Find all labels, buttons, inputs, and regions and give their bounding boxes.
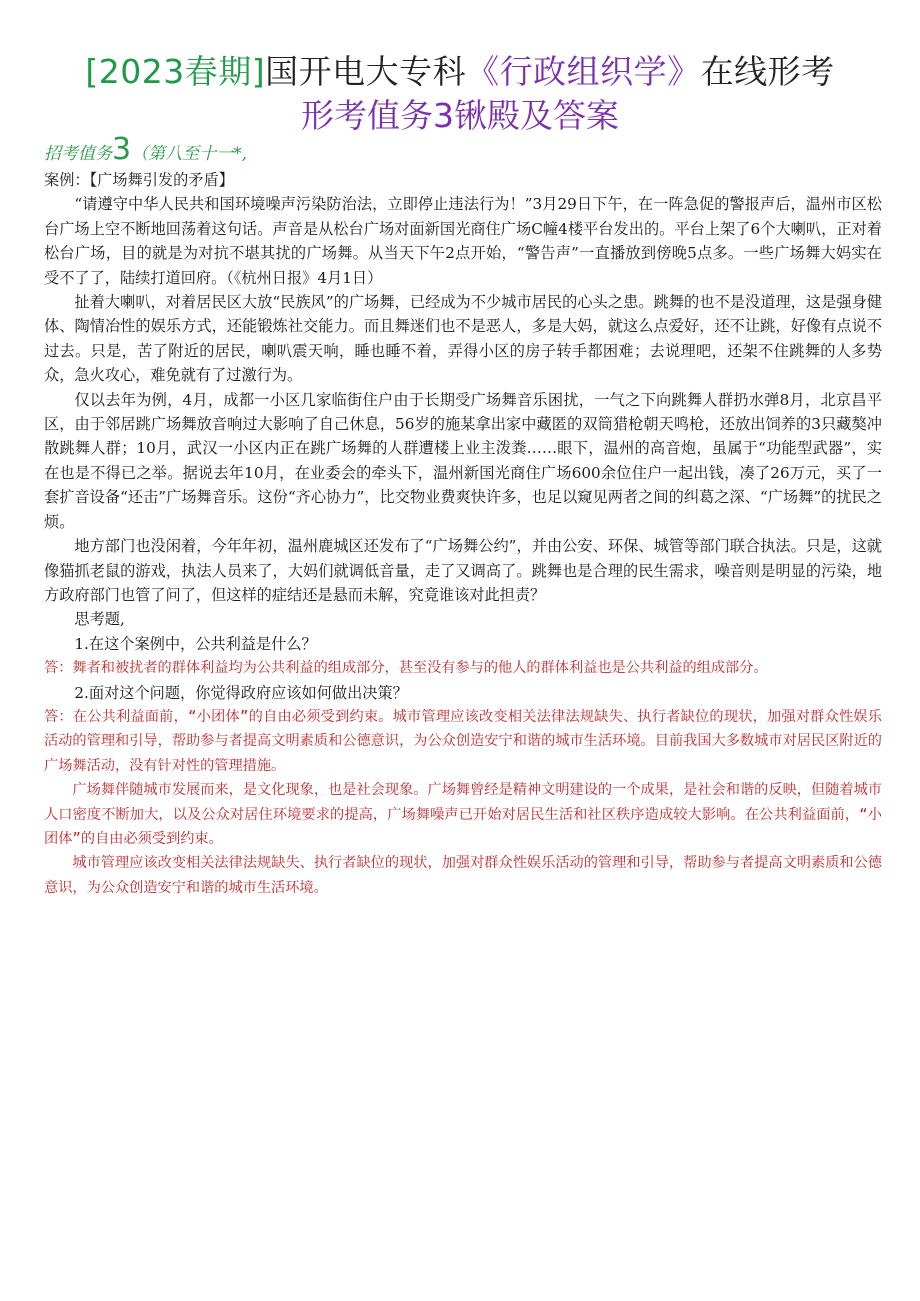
case-paragraph-3: 仅以去年为例，4月，成都一小区几家临街住户由于长期受广场舞音乐困扰，一气之下向跳舞人群扔水弹8月，北京昌平区，由于邻居跳广场舞放音响过大影响了自己休息，56岁的施某拿出家中藏匿的双筒猎枪朝天鸣枪，还放出饲养的3只藏獒冲散跳舞人群；10月，武汉一小区内正在跳广场舞的人群遭楼上业主泼粪……眼下，温州的高音炮，虽属于“功能型武器”，实在也是不得已之举。据说去年10月，在业委会的牵头下，温州新国光商住广场600余位住户一起出钱，凑了26万元，买了一套扩音设备“还击”广场舞音乐。这份“齐心协力”，比交物业费爽快许多，也足以窥见两者之间的纠葛之深、“广场舞”的扰民之烦。 xyxy=(44,390,882,531)
task-heading-prefix: 招考值务 xyxy=(44,144,112,164)
task-heading-suffix: （第八至十一*, xyxy=(131,144,247,164)
answer-2-paragraph-3: 城市管理应该改变相关法律法规缺失、执行者缺位的现状，加强对群众性娱乐活动的管理和引导，帮助参与者提高文明素质和公德意识，为公众创造安宁和谐的城市生活环境。 xyxy=(44,855,882,896)
document-title xyxy=(0,46,920,93)
answer-2-paragraph-2: 广场舞伴随城市发展而来，是文化现象，也是社会现象。广场舞曾经是精神文明建设的一个成果，是社会和谐的反映，但随着城市人口密度不断加大，以及公众对居住环境要求的提高，广场舞噪声已开始对居民生活和社区秩序造成较大影响。在公共利益面前，“小团体”的自由必须受到约束。 xyxy=(44,782,882,847)
case-paragraph-2: 扯着大喇叭，对着居民区大放“民族风”的广场舞，已经成为不少城市居民的心头之患。跳舞的也不是没道理，这是强身健体、陶情冶性的娱乐方式，还能锻炼社交能力。而且舞迷们也不是恶人，多是大妈，就这么点爱好，还不让跳，好像有点说不过去。只是，苦了附近的居民，喇叭震天响，睡也睡不着，弄得小区的房子转手都困难；去说理吧，还架不住跳舞的人多势众，急火攻心，难免就有了过激行为。 xyxy=(44,293,882,385)
task-heading xyxy=(44,132,247,167)
question-2: 2.面对这个问题，你觉得政府应该如何做出决策？ xyxy=(74,683,408,702)
title-assessment: 在线形考 xyxy=(700,52,835,91)
task-heading-number: 3 xyxy=(112,132,132,167)
document-body xyxy=(44,168,882,900)
case-paragraph-4: 地方部门也没闲着，今年年初，温州鹿城区还发布了“广场舞公约”，并由公安、环保、城管等部门联合执法。只是，这就像猫抓老鼠的游戏，执法人员来了，大妈们就调低音量，走了又调高了。跳舞也是合理的民生需求，噪音则是明显的污染，地方政府部门也管了问了，但这样的症结还是悬而未解，究竟谁该对此担责？ xyxy=(44,537,882,604)
case-paragraph-1: “请遵守中华人民共和国环境噪声污染防治法，立即停止违法行为！”3月29日下午，在一阵急促的警报声后，温州市区松台广场上空不断地回荡着这句话。声音是从松台广场对面新国光商住广场C幢4楼平台发出的。平台上架了6个大喇叭，正对着松台广场，目的就是为对抗不堪其扰的广场舞。从当天下午2点开始，“警告声”一直播放到傍晚5点多。一些广场舞大妈实在受不了了，陆续打道回府。（《杭州日报》4月1日） xyxy=(44,195,882,287)
title-term: [2023春期] xyxy=(85,52,266,91)
title-course: 《行政组织学》 xyxy=(466,52,701,91)
questions-label: 思考题, xyxy=(74,610,125,629)
title-university: 国开电大专科 xyxy=(265,52,467,91)
case-label: 案例：【广场舞引发的矛盾】 xyxy=(44,171,234,189)
document-subtitle: 形考值务3锹殿及答案 xyxy=(301,96,619,135)
question-1: 1.在这个案例中，公共利益是什么？ xyxy=(74,634,317,653)
answer-1: 答：舞者和被扰者的群体利益均为公共利益的组成部分，甚至没有参与的他人的群体利益也是公共利益的组成部分。 xyxy=(44,660,768,677)
answer-2-paragraph-1: 答：在公共利益面前，“小团体”的自由必须受到约束。城市管理应该改变相关法律法规缺失、执行者缺位的现状，加强对群众性娱乐活动的管理和引导，帮助参与者提高文明素质和公德意识，为公众创造安宁和谐的城市生活环境。目前我国大多数城市对居民区附近的广场舞活动，没有针对性的管理措施。 xyxy=(44,708,882,774)
